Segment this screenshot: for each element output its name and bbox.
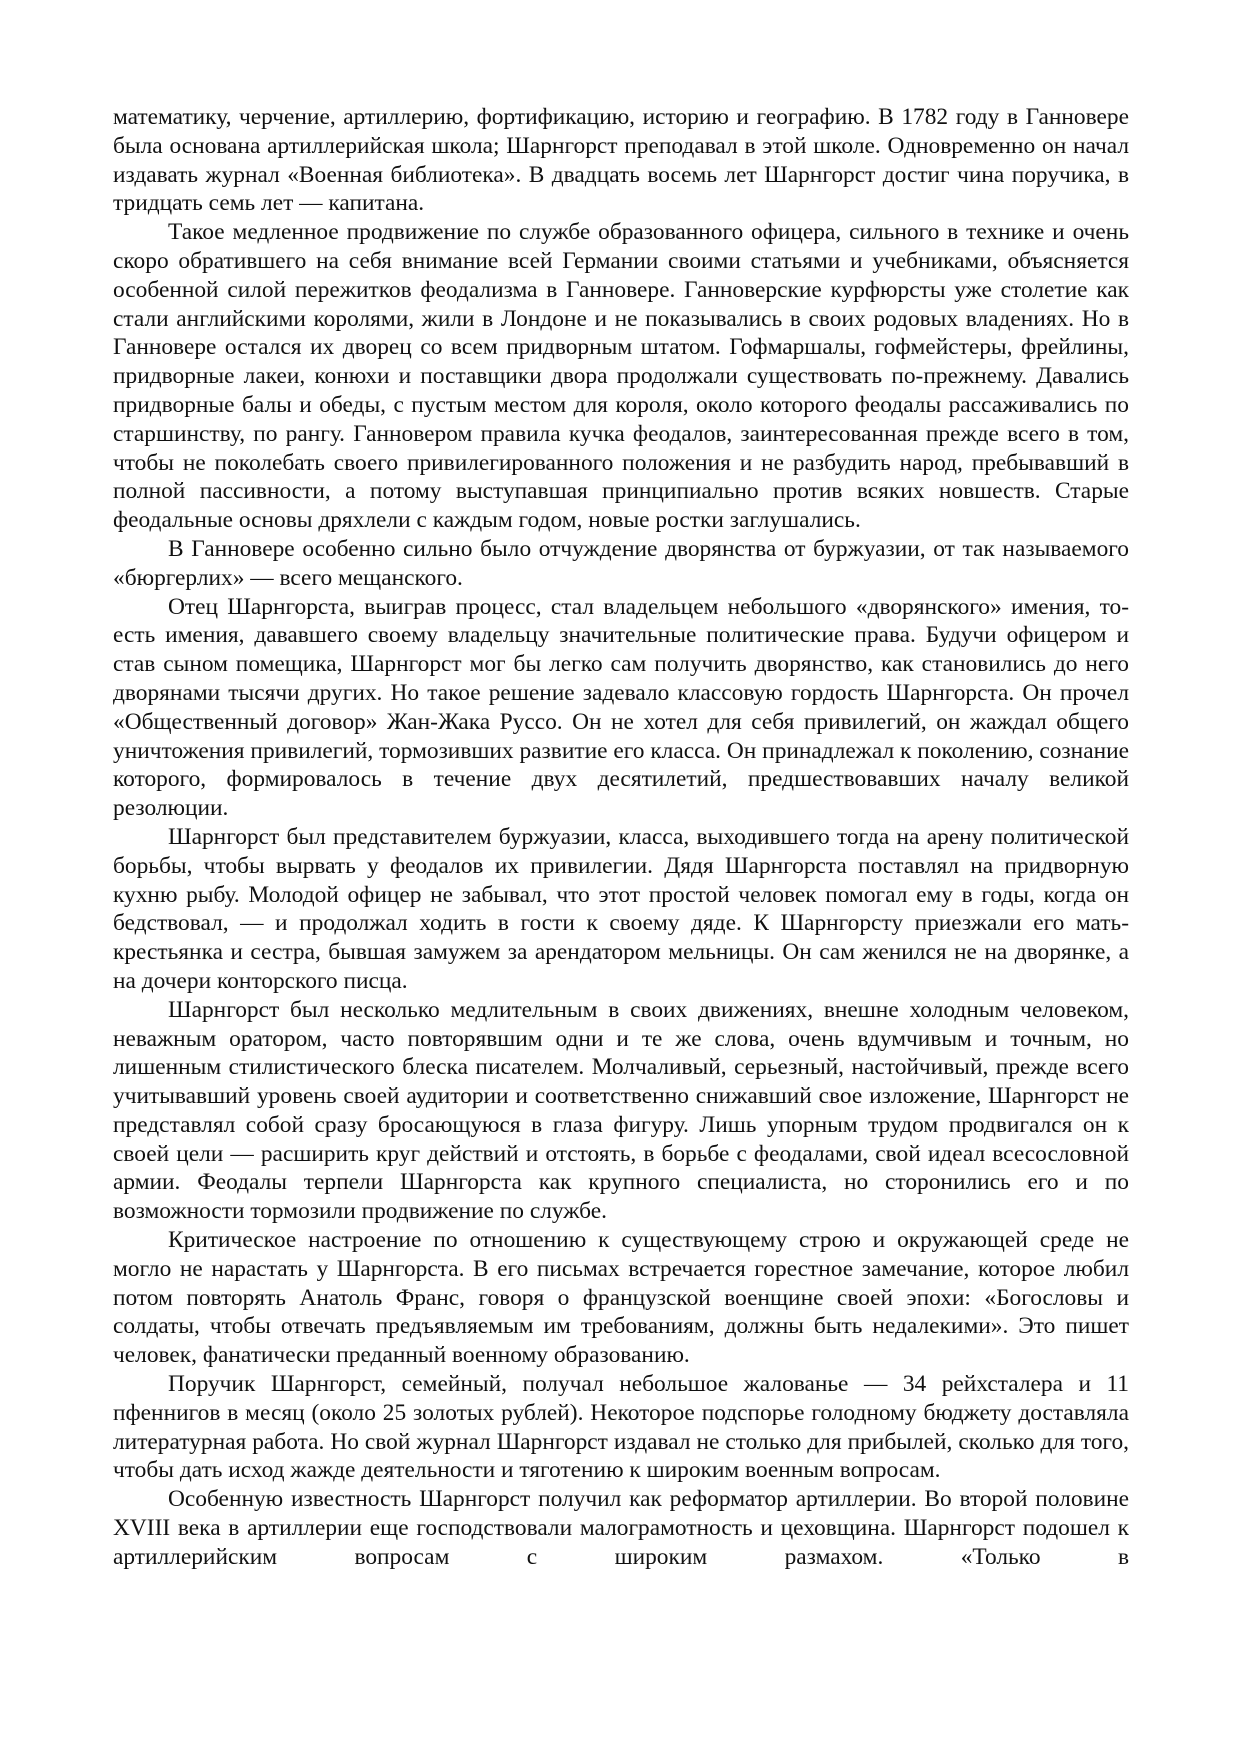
paragraph-artillery-reformer: Особенную известность Шарнгорст получил как реформатор артиллерии. Во второй половине XVIII века в артиллерии еще господствовали малограмотность и цеховщина. Шарнгорст подошел к артиллерийским вопросам с широким размахом. «Только в [113, 1486, 1129, 1570]
paragraph-salary: Поручик Шарнгорст, семейный, получал небольшое жалованье — 34 рейхсталера и 11 пфеннигов в месяц (около 25 золотых рублей). Некоторое подспорье голодному бюджету доставляла литературная работа. Но свой журнал Шарнгорст издавал не столько для прибылей, сколько для того, чтобы дать исход жажде деятельности и тяготению к широким военным вопросам. [113, 1371, 1129, 1484]
paragraph-critical-mood: Критическое настроение по отношению к существующему строю и окружающей среде не могло не нарастать у Шарнгорста. В его письмах встречается горестное замечание, которое любил потом повторять Анатоль Франс, говоря о французской военщине своей эпохи: «Богословы и солдаты, чтобы отвечать предъявляемым им требованиям, должны быть недалекими». Это пишет человек, фанатически преданный военному образованию. [113, 1227, 1129, 1369]
paragraph-character: Шарнгорст был несколько медлительным в своих движениях, внешне холодным человеком, неважным оратором, часто повторявшим одни и те же слова, очень вдумчивым и точным, но лишенным стилистического блеска писателем. Молчаливый, серьезный, настойчивый, прежде всего учитывавший уровень своей аудитории и соответственно снижавший свое изложение, Шарнгорст не представлял собой сразу бросающуюся в глаза фигуру. Лишь упорным трудом продвигался он к своей цели — расширить круг действий и отстоять, в борьбе с феодалами, свой идеал всесословной армии. Феодалы терпели Шарнгорста как крупного специалиста, но сторонились его и по возможности тормозили продвижение по службе. [113, 996, 1129, 1225]
paragraph-continuation: математику, черчение, артиллерию, фортификацию, историю и географию. В 1782 году в Ганновере была основана артиллерийская школа; Шарнгорст преподавал в этой школе. Одновременно он начал издавать журнал «Военная библиотека». В двадцать восемь лет Шарнгорст достиг чина поручика, в тридцать семь лет — капитана. [113, 104, 1129, 217]
document-page [113, 103, 1129, 1572]
paragraph-bourgeoisie: Шарнгорст был представителем буржуазии, класса, выходившего тогда на арену политической борьбы, чтобы вырвать у феодалов их привилегии. Дядя Шарнгорста поставлял на придворную кухню рыбу. Молодой офицер не забывал, что этот простой человек помогал ему в годы, когда он бедствовал, — и продолжал ходить в гости к своему дяде. К Шарнгорсту приезжали его мать-крестьянка и сестра, бывшая замужем за арендатором мельницы. Он сам женился не на дворянке, а на дочери конторского писца. [113, 823, 1129, 994]
paragraph-father-estate: Отец Шарнгорста, выиграв процесс, стал владельцем небольшого «дворянского» имения, то-есть имения, дававшего своему владельцу значительные политические права. Будучи офицером и став сыном помещика, Шарнгорст мог бы легко сам получить дворянство, как становились до него дворянами тысячи других. Но такое решение задевало классовую гордость Шарнгорста. Он прочел «Общественный договор» Жан-Жака Руссо. Он не хотел для себя привилегий, он жаждал общего уничтожения привилегий, тормозивших развитие его класса. Он принадлежал к поколению, сознание которого, формировалось в течение двух десятилетий, предшествовавших началу великой резолюции. [113, 593, 1129, 822]
paragraph-feudal-hanover: Такое медленное продвижение по службе образованного офицера, сильного в технике и очень скоро обратившего на себя внимание всей Германии своими статьями и учебниками, объясняется особенной силой пережитков феодализма в Ганновере. Ганноверские курфюрсты уже столетие как стали английскими королями, жили в Лондоне и не показывались в своих родовых владениях. Но в Ганновере остался их дворец со всем придворным штатом. Гофмаршалы, гофмейстеры, фрейлины, придворные лакеи, конюхи и поставщики двора продолжали существовать по-прежнему. Давались придворные балы и обеды, с пустым местом для короля, около которого феодалы рассаживались по старшинству, по рангу. Ганновером правила кучка феодалов, заинтересованная прежде всего в том, чтобы не поколебать своего привилегированного положения и не разбудить народ, пребывавший в полной пассивности, а потому выступавшая принципиально против всяких новшеств. Старые феодальные основы дряхлели с каждым годом, новые ростки заглушались. [113, 219, 1129, 534]
paragraph-nobility-alienation: В Ганновере особенно сильно было отчуждение дворянства от буржуазии, от так называемого «бюргерлих» — всего мещанского. [113, 535, 1129, 591]
